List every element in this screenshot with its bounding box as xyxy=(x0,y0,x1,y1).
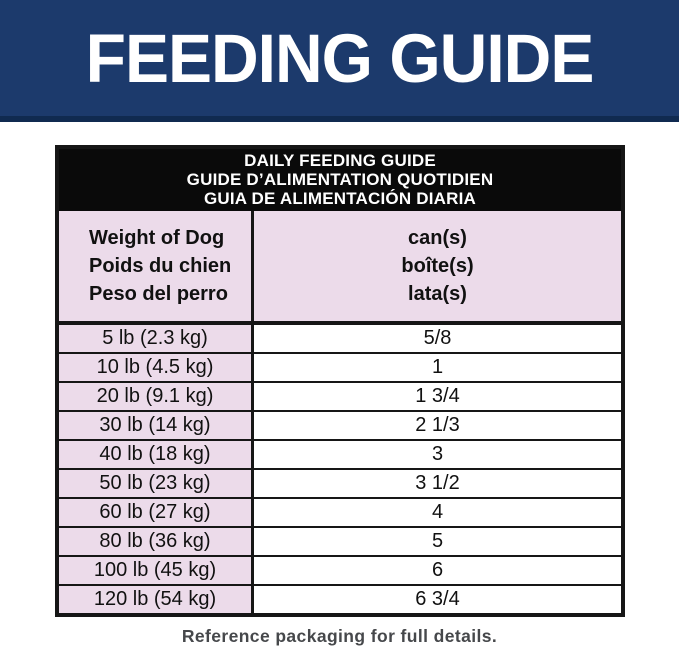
table-title-block xyxy=(59,149,621,211)
weight-cell: 60 lb (27 kg) xyxy=(59,499,254,526)
amount-cell: 6 3/4 xyxy=(254,586,621,613)
table-title-line-es: GUIA DE ALIMENTACIÓN DIARIA xyxy=(203,189,477,208)
weight-cell: 50 lb (23 kg) xyxy=(59,470,254,497)
table-row xyxy=(59,412,621,441)
table-row xyxy=(59,325,621,354)
table-row xyxy=(59,557,621,586)
weight-cell: 10 lb (4.5 kg) xyxy=(59,354,254,381)
weight-column-header xyxy=(59,211,254,321)
amount-cell: 1 xyxy=(254,354,621,381)
weight-cell: 40 lb (18 kg) xyxy=(59,441,254,468)
weight-cell: 100 lb (45 kg) xyxy=(59,557,254,584)
amount-cell: 6 xyxy=(254,557,621,584)
amount-cell: 3 1/2 xyxy=(254,470,621,497)
daily-feeding-guide-table xyxy=(55,145,625,617)
weight-header-fr: Poids du chien xyxy=(89,255,232,277)
weight-cell: 80 lb (36 kg) xyxy=(59,528,254,555)
banner-title: FEEDING GUIDE xyxy=(85,19,594,97)
amount-cell: 5 xyxy=(254,528,621,555)
table-title-line-fr: GUIDE D’ALIMENTATION QUOTIDIEN xyxy=(186,170,494,189)
amount-header-fr: boîte(s) xyxy=(401,255,474,277)
table-row xyxy=(59,470,621,499)
amount-cell: 3 xyxy=(254,441,621,468)
amount-cell: 1 3/4 xyxy=(254,383,621,410)
weight-cell: 30 lb (14 kg) xyxy=(59,412,254,439)
table-row xyxy=(59,441,621,470)
table-row xyxy=(59,586,621,613)
amount-cell: 4 xyxy=(254,499,621,526)
table-row xyxy=(59,354,621,383)
table-row xyxy=(59,528,621,557)
weight-cell: 20 lb (9.1 kg) xyxy=(59,383,254,410)
column-header-row xyxy=(59,211,621,325)
weight-cell: 120 lb (54 kg) xyxy=(59,586,254,613)
feeding-guide-banner xyxy=(0,0,679,122)
weight-cell: 5 lb (2.3 kg) xyxy=(59,325,254,352)
table-row xyxy=(59,499,621,528)
table-row xyxy=(59,383,621,412)
footer-note: Reference packaging for full details. xyxy=(181,626,498,646)
amount-header-en: can(s) xyxy=(408,227,467,249)
weight-header-es: Peso del perro xyxy=(89,283,228,305)
amount-header-es: lata(s) xyxy=(408,283,467,305)
weight-header-en: Weight of Dog xyxy=(89,227,225,249)
amount-cell: 5/8 xyxy=(254,325,621,352)
amount-column-header xyxy=(254,211,621,321)
table-title-line-en: DAILY FEEDING GUIDE xyxy=(244,151,436,170)
amount-cell: 2 1/3 xyxy=(254,412,621,439)
